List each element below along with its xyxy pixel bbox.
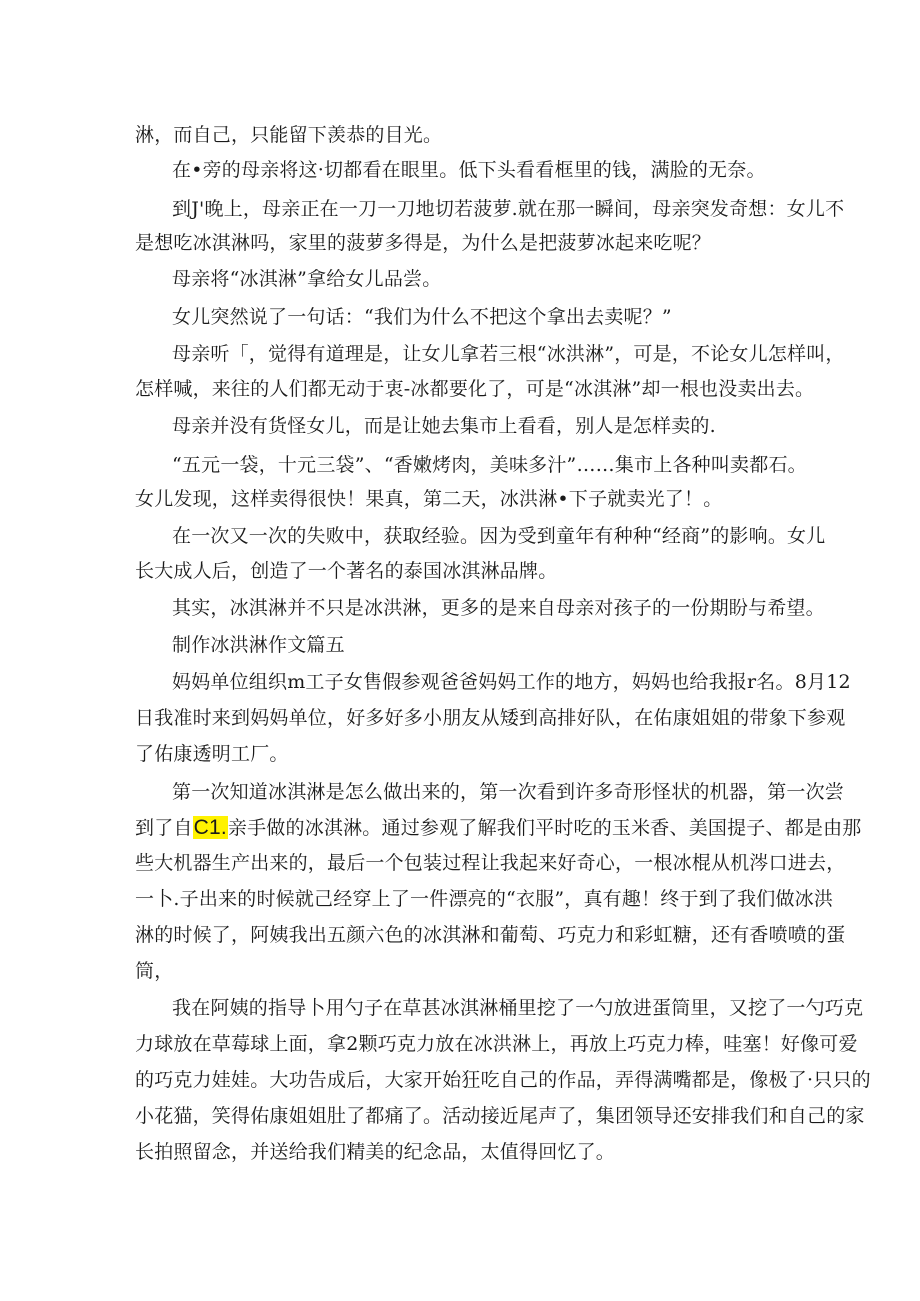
paragraph-12-line-6: 筒， [135, 960, 174, 982]
paragraph-11-line-3: 了佑康透明工厂。 [135, 743, 289, 765]
paragraph-8-line-1: “五元一袋，十元三袋”、“香嫩烤肉，美味多汁”……集市上各种叫卖都石。 [172, 454, 807, 476]
paragraph-9-line-2: 长大成人后，创造了一个著名的泰国冰淇淋品牌。 [135, 560, 558, 582]
paragraph-9-line-1: 在一次又一次的失败中，获取经验。因为受到童年有种种“经商”的影响。女儿 [172, 525, 826, 547]
paragraph-5-line-1: 女儿突然说了一句话：“我们为什么不把这个拿出去卖呢？” [172, 306, 672, 328]
paragraph-4-line-1: 母亲将“冰淇淋”拿给女儿品尝。 [172, 268, 442, 290]
paragraph-12-line-5: 淋的时候了，阿姨我出五颜六色的冰淇淋和葡萄、巧克力和彩虹糖，还有香喷喷的蛋 [135, 924, 846, 946]
paragraph-2-line-1: 在•旁的母亲将这·切都看在眼里。低下头看看框里的钱，满脸的无奈。 [172, 159, 766, 181]
paragraph-12-line-2-before: 到了自 [135, 817, 193, 839]
paragraph-12-line-3: 些大机器生产出来的，最后一个包装过程让我起来好奇心，一根冰棍从机涔口进去， [135, 852, 846, 874]
paragraph-10-line-1: 其实，冰淇淋并不只是冰洪淋，更多的是来自母亲对孩子的一份期盼与希望。 [172, 597, 825, 619]
paragraph-13-line-4: 小花猫，笑得佑康姐姐肚了都痛了。活动接近尾声了，集团领导还安排我们和自己的家 [135, 1105, 865, 1127]
section-heading: 制作冰洪淋作文篇五 [172, 634, 345, 656]
paragraph-13-line-2: 力球放在草莓球上面，拿2颗巧克力放在冰洪淋上，再放上巧克力棒，哇塞！好像可爱 [135, 1033, 858, 1055]
paragraph-12-line-1: 第一次知道冰淇淋是怎么做出来的，第一次看到许多奇形怪状的机器，第一次尝 [172, 781, 845, 803]
highlighted-text: C1. [193, 816, 227, 839]
paragraph-11-line-2: 日我准时来到妈妈单位，好多好多小朋友从矮到高排好队，在佑康姐姐的带象下参观 [135, 707, 846, 729]
paragraph-6-line-2: 怎样喊，来往的人们都无动于衷-冰都要化了，可是“冰淇淋”却一根也没卖出去。 [135, 378, 815, 400]
paragraph-12-line-2 [135, 815, 862, 841]
paragraph-7-line-1: 母亲并没有货怪女儿，而是让她去集市上看看，别人是怎样卖的. [172, 415, 716, 437]
paragraph-13-line-3: 的巧克力娃娃。大功告成后，大家开始狂吃自己的作品，弄得满嘴都是，像极了·只只的 [135, 1069, 871, 1091]
paragraph-6-line-1: 母亲听「，觉得有道理是，让女儿拿若三根“冰洪淋”，可是，不论女儿怎样叫， [172, 343, 845, 365]
paragraph-3-line-2: 是想吃冰淇淋吗，家里的菠萝多得是，为什么是把菠萝冰起来吃呢？ [135, 232, 712, 254]
paragraph-13-line-1: 我在阿姨的指导卜用勺子在草甚冰淇淋桶里挖了一勺放进蛋筒里，又挖了一勺巧克 [172, 997, 864, 1019]
paragraph-12-line-4: 一卜.子出来的时候就己经穿上了一件漂亮的“衣服”，真有趣！终于到了我们做冰洪 [135, 888, 834, 910]
paragraph-13-line-5: 长拍照留念，并送给我们精美的纪念品，太值得回忆了。 [135, 1141, 616, 1163]
paragraph-12-line-2-after: 亲手做的冰淇淋。通过参观了解我们平时吃的玉米香、美国提子、都是由那 [227, 817, 862, 839]
paragraph-8-line-2: 女儿发现，这样卖得很快！果真，第二天，冰洪淋•下子就卖光了！。 [135, 488, 723, 510]
paragraph-3-line-1: 到J'晚上，母亲正在一刀一刀地切若菠萝.就在那一瞬间，母亲突发奇想：女儿不 [172, 198, 845, 220]
paragraph-11-line-1: 妈妈单位组织m工子女售假参观爸爸妈妈工作的地方，妈妈也给我报r名。8月12 [172, 671, 851, 693]
paragraph-1-line-1: 淋，而自己，只能留下羡恭的目光。 [135, 124, 443, 146]
